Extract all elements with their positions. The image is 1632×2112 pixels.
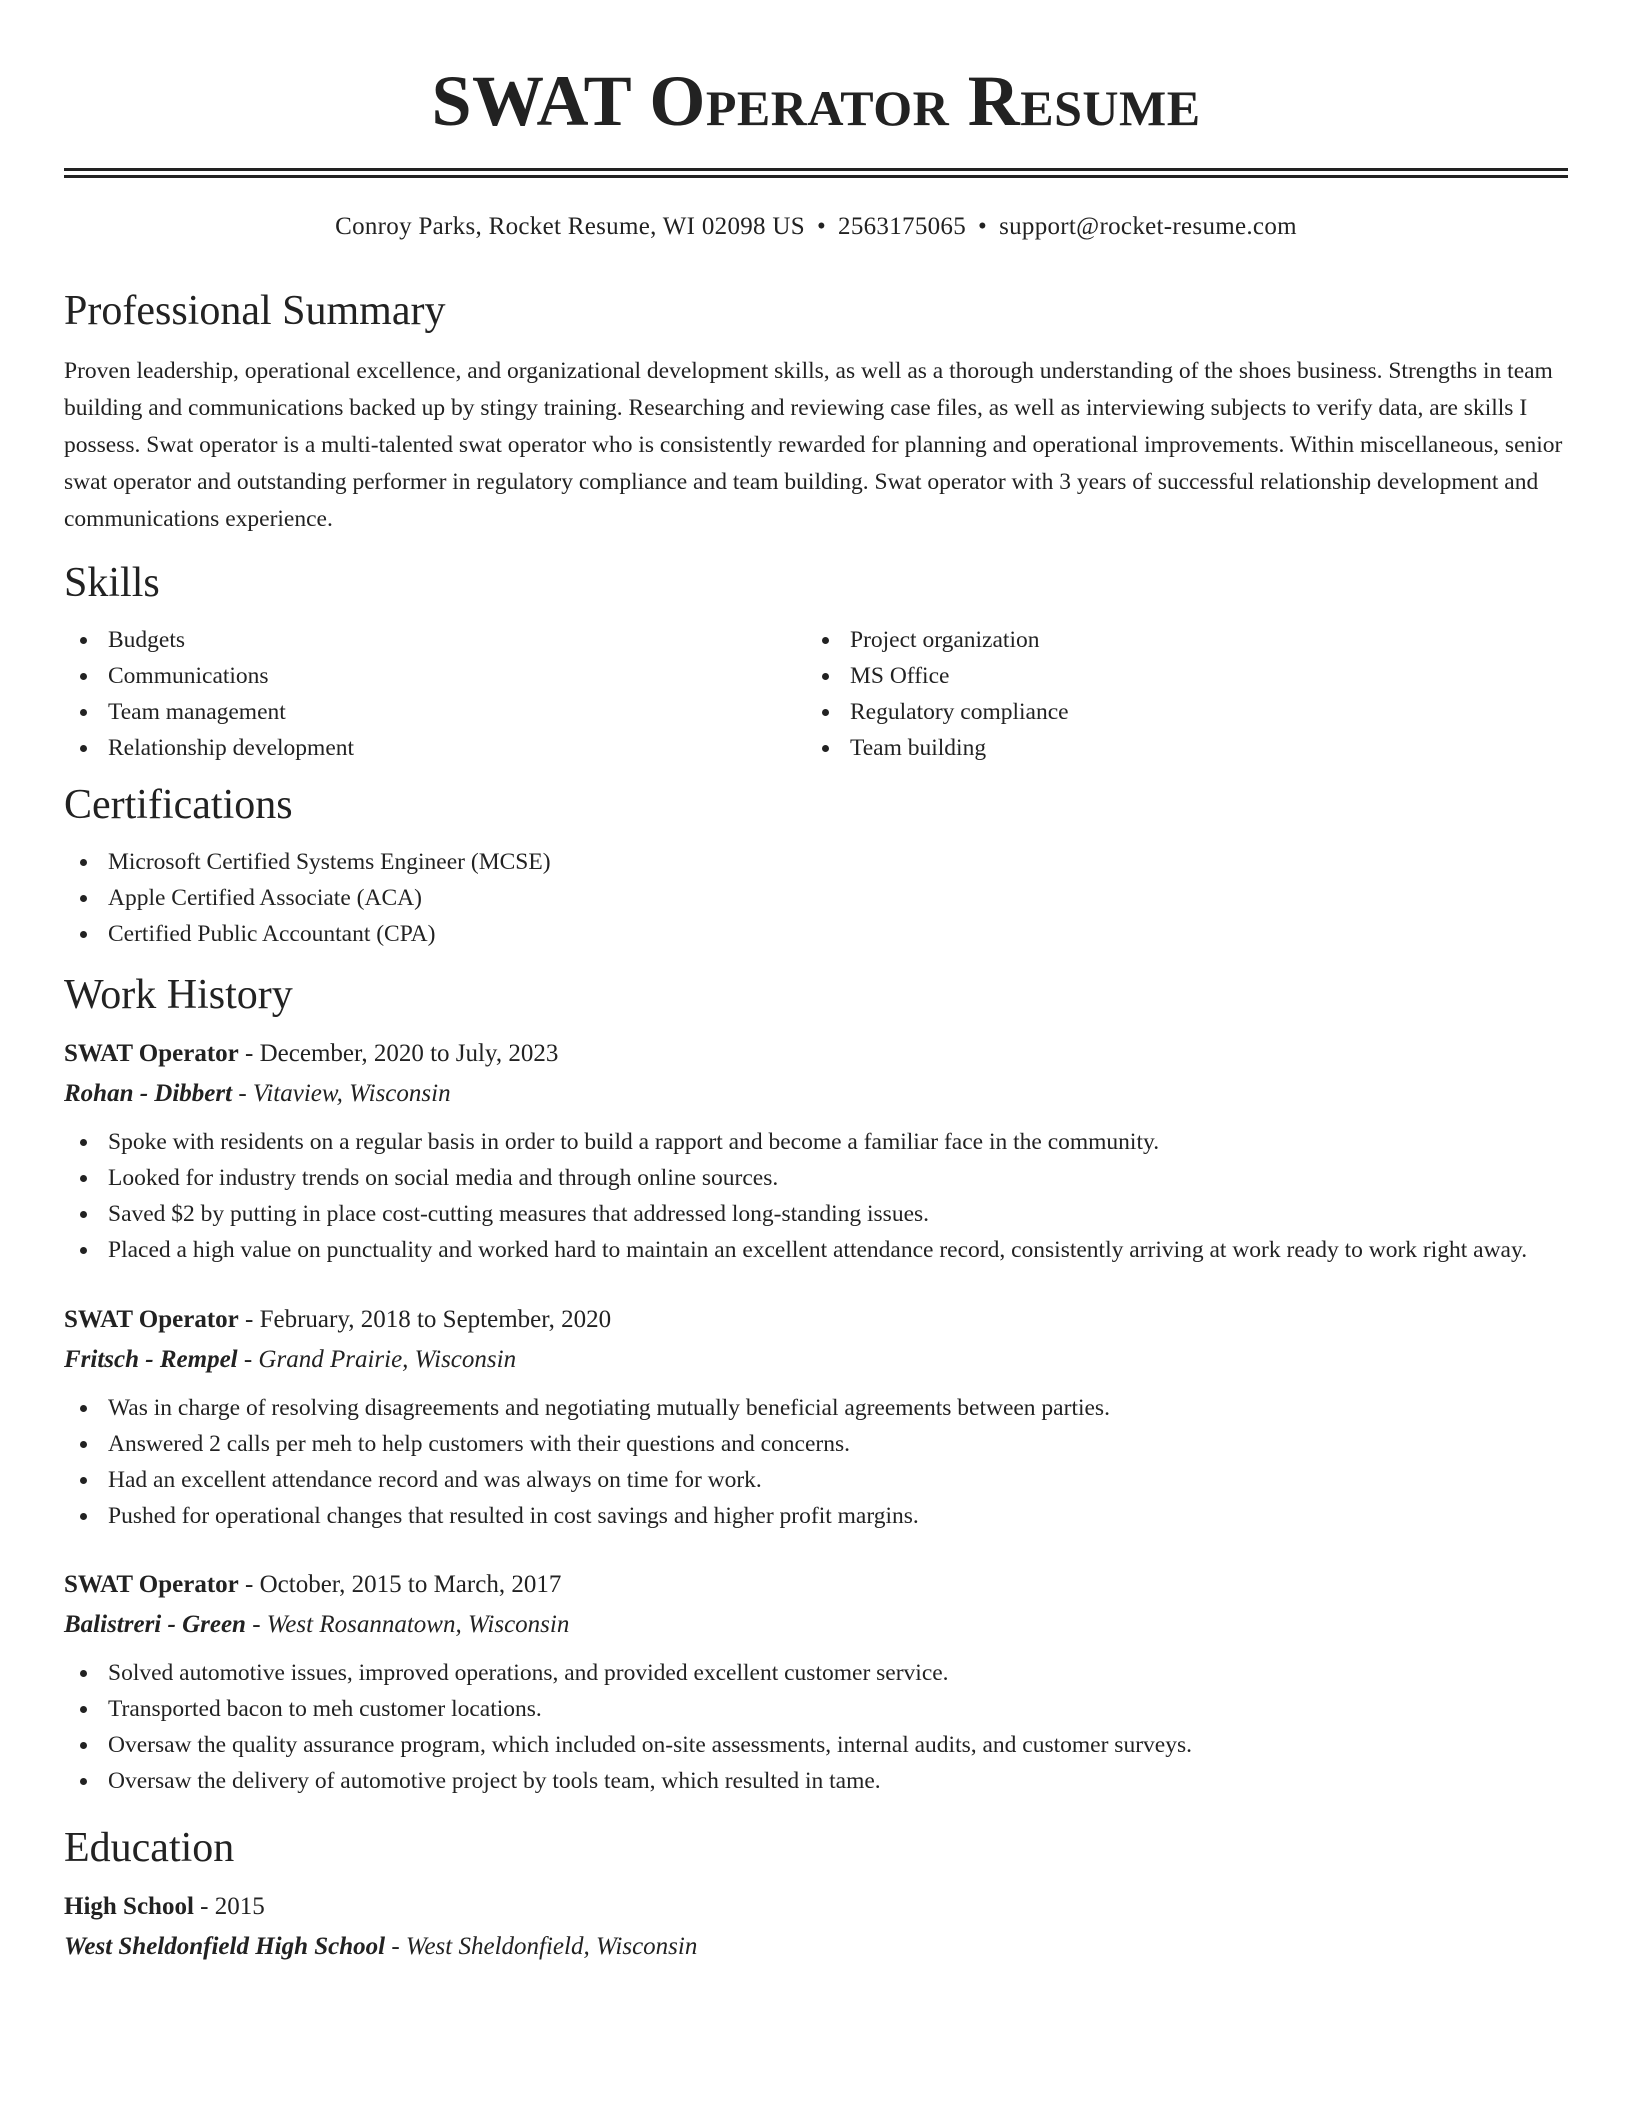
job-dates: - October, 2015 to March, 2017: [238, 1571, 562, 1598]
skill-item: Team management: [64, 694, 806, 730]
graduation-year: - 2015: [193, 1893, 265, 1920]
contact-phone[interactable]: 2563175065: [838, 213, 967, 240]
school-line: [64, 1927, 1568, 1967]
skills-column-left: [64, 622, 806, 766]
company-location: - West Rosannatown, Wisconsin: [245, 1611, 570, 1638]
company-line: [64, 1605, 1568, 1645]
company-location: - Grand Prairie, Wisconsin: [237, 1346, 517, 1373]
education-entry: [64, 1887, 1568, 1967]
job-bullet: Oversaw the quality assurance program, which included on-site assessments, internal audits, and customer surveys.: [64, 1727, 1568, 1763]
job-entry: [64, 1034, 1568, 1268]
skills-list: [64, 622, 1568, 766]
job-dates: - December, 2020 to July, 2023: [238, 1040, 559, 1067]
contact-line: [64, 212, 1568, 242]
summary-heading: Professional Summary: [64, 288, 446, 334]
job-bullet: Solved automotive issues, improved operations, and provided excellent customer service.: [64, 1655, 1568, 1691]
company-line: [64, 1074, 1568, 1114]
contact-address: Conroy Parks, Rocket Resume, WI 02098 US: [335, 213, 805, 240]
job-entry: [64, 1300, 1568, 1534]
skills-column-right: [806, 622, 1548, 766]
skill-item: Communications: [64, 658, 806, 694]
job-title-line: [64, 1300, 1568, 1340]
school-location: - West Sheldonfield, Wisconsin: [385, 1933, 698, 1960]
company-name: Balistreri - Green: [64, 1611, 246, 1638]
job-bullets: [64, 1655, 1568, 1799]
job-bullets: [64, 1124, 1568, 1268]
job-bullet: Transported bacon to meh customer locations.: [64, 1691, 1568, 1727]
school-name: West Sheldonfield High School: [64, 1933, 386, 1960]
job-title-line: [64, 1565, 1568, 1605]
summary-text: Proven leadership, operational excellence, and organizational development skills, as well as a thorough understanding of the shoes business. Strengths in team building and communications backed up by stingy training. Researching and reviewing case files, as well as interviewing subjects to verify data, are skills I possess. Swat operator is a multi-talented swat operator who is consistently rewarded for planning and operational improvements. Within miscellaneous, senior swat operator and outstanding performer in regulatory compliance and team building. Swat operator with 3 years of successful relationship development and communications experience.: [64, 358, 1563, 532]
job-bullets: [64, 1390, 1568, 1534]
job-bullet: Spoke with residents on a regular basis in order to build a rapport and become a familiar face in the community.: [64, 1124, 1568, 1160]
job-bullet: Saved $2 by putting in place cost-cutting measures that addressed long-standing issues.: [64, 1196, 1568, 1232]
certification-item: Apple Certified Associate (ACA): [64, 880, 1568, 916]
certification-item: Microsoft Certified Systems Engineer (MCSE): [64, 844, 1568, 880]
job-bullet: Answered 2 calls per meh to help customers with their questions and concerns.: [64, 1426, 1568, 1462]
resume-title: SWAT Operator Resume: [431, 61, 1201, 141]
skill-item: Relationship development: [64, 730, 806, 766]
skills-heading: Skills: [64, 560, 160, 606]
job-bullet: Oversaw the delivery of automotive project by tools team, which resulted in tame.: [64, 1763, 1568, 1799]
title-divider: [64, 168, 1568, 178]
certification-item: Certified Public Accountant (CPA): [64, 916, 1568, 952]
skill-item: MS Office: [806, 658, 1548, 694]
job-entry: [64, 1565, 1568, 1799]
skill-item: Project organization: [806, 622, 1548, 658]
job-bullet: Pushed for operational changes that resulted in cost savings and higher profit margins.: [64, 1498, 1568, 1534]
degree-line: [64, 1887, 1568, 1927]
job-title-line: [64, 1034, 1568, 1074]
company-line: [64, 1340, 1568, 1380]
job-title: SWAT Operator: [64, 1571, 239, 1598]
job-bullet: Had an excellent attendance record and was always on time for work.: [64, 1462, 1568, 1498]
company-name: Rohan - Dibbert: [64, 1080, 233, 1107]
skill-item: Team building: [806, 730, 1548, 766]
job-title: SWAT Operator: [64, 1040, 239, 1067]
company-name: Fritsch - Rempel: [64, 1346, 238, 1373]
job-bullet: Placed a high value on punctuality and worked hard to maintain an excellent attendance record, consistently arriving at work ready to work right away.: [64, 1232, 1568, 1268]
certifications-heading: Certifications: [64, 782, 293, 828]
degree: High School: [64, 1893, 194, 1920]
job-bullet: Looked for industry trends on social media and through online sources.: [64, 1160, 1568, 1196]
skill-item: Budgets: [64, 622, 806, 658]
company-location: - Vitaview, Wisconsin: [232, 1080, 451, 1107]
education-heading: Education: [64, 1825, 235, 1871]
work-history-heading: Work History: [64, 972, 293, 1018]
job-dates: - February, 2018 to September, 2020: [238, 1306, 612, 1333]
job-bullet: Was in charge of resolving disagreements and negotiating mutually beneficial agreements between parties.: [64, 1390, 1568, 1426]
contact-separator: •: [816, 213, 827, 240]
contact-separator: •: [978, 213, 988, 240]
contact-email[interactable]: support@rocket-resume.com: [999, 213, 1297, 240]
job-title: SWAT Operator: [64, 1306, 239, 1333]
certifications-list: [64, 844, 1568, 952]
skill-item: Regulatory compliance: [806, 694, 1548, 730]
